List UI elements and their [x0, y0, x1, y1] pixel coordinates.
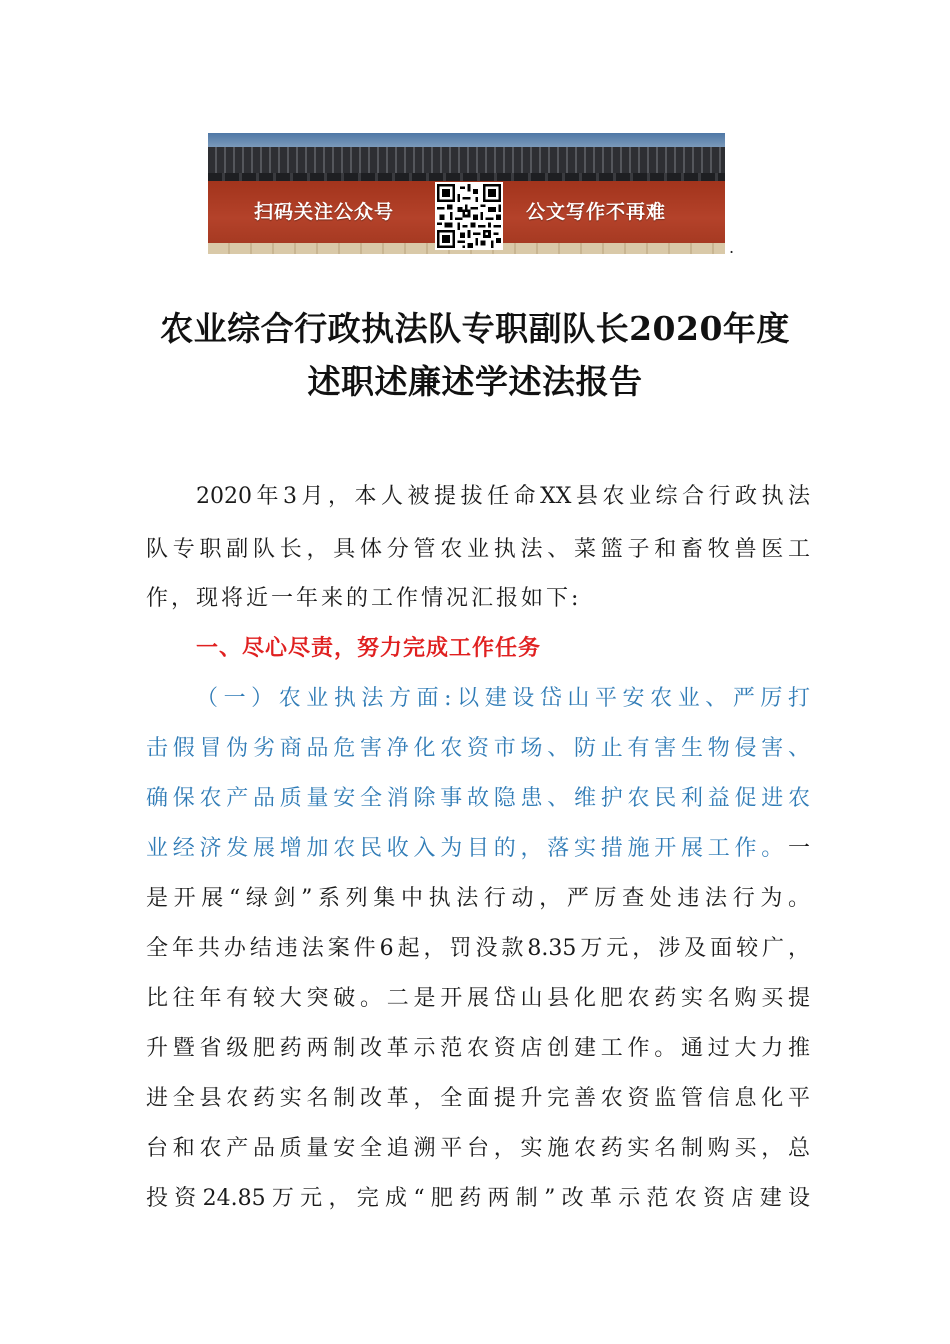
paragraph-line: 队专职副队长，具体分管农业执法、菜篮子和畜牧兽医工: [146, 537, 810, 562]
paragraph-line: 作，现将近一年来的工作情况汇报如下:: [146, 586, 582, 611]
paragraph-line: 是开展“绿剑”系列集中执法行动，严厉查处违法行为。: [146, 886, 810, 911]
banner-right-text: 公文写作不再难: [526, 201, 667, 223]
paragraph-blue-segment: 业经济发展增加农民收入为目的，落实措施开展工作。: [146, 836, 788, 861]
paragraph-line: 比往年有较大突破。二是开展岱山县化肥农药实名购买提: [146, 986, 810, 1011]
paragraph-line-mixed: [146, 834, 810, 864]
paragraph-line: 击假冒伪劣商品危害净化农资市场、防止有害生物侵害、: [146, 736, 810, 761]
banner-roof-tiles: [208, 147, 725, 175]
paragraph-line: 台和农产品质量安全追溯平台，实施农药实名制购买，总: [146, 1136, 810, 1161]
paragraph-line: 确保农产品质量安全消除事故隐患、维护农民利益促进农: [146, 786, 810, 811]
document-title-line-1: 农业综合行政执法队专职副队长2020年度: [160, 309, 790, 348]
paragraph-line: 2020年3月，本人被提拔任命XX县农业综合行政执法: [196, 484, 810, 509]
decorative-dot: .: [729, 238, 735, 257]
paragraph-line: 进全县农药实名制改革，全面提升完善农资监管信息化平: [146, 1086, 810, 1111]
banner-roof-edge: [208, 173, 725, 181]
paragraph-line: 全年共办结违法案件6起，罚没款8.35万元，涉及面较广，: [146, 936, 810, 961]
banner-left-text: 扫码关注公众号: [254, 201, 395, 223]
banner-image: [208, 133, 725, 254]
paragraph-line: 升暨省级肥药两制改革示范农资店创建工作。通过大力推: [146, 1036, 810, 1061]
paragraph-black-segment: 一: [787, 836, 810, 861]
paragraph-line: （一）农业执法方面:以建设岱山平安农业、严厉打: [196, 686, 810, 711]
qr-code-icon: [435, 182, 503, 250]
paragraph-line: 投资24.85万元，完成“肥药两制”改革示范农资店建设: [146, 1186, 810, 1211]
document-title-line-2: 述职述廉述学述法报告: [307, 362, 643, 401]
section-heading: 一、尽心尽责，努力完成工作任务: [196, 636, 542, 661]
